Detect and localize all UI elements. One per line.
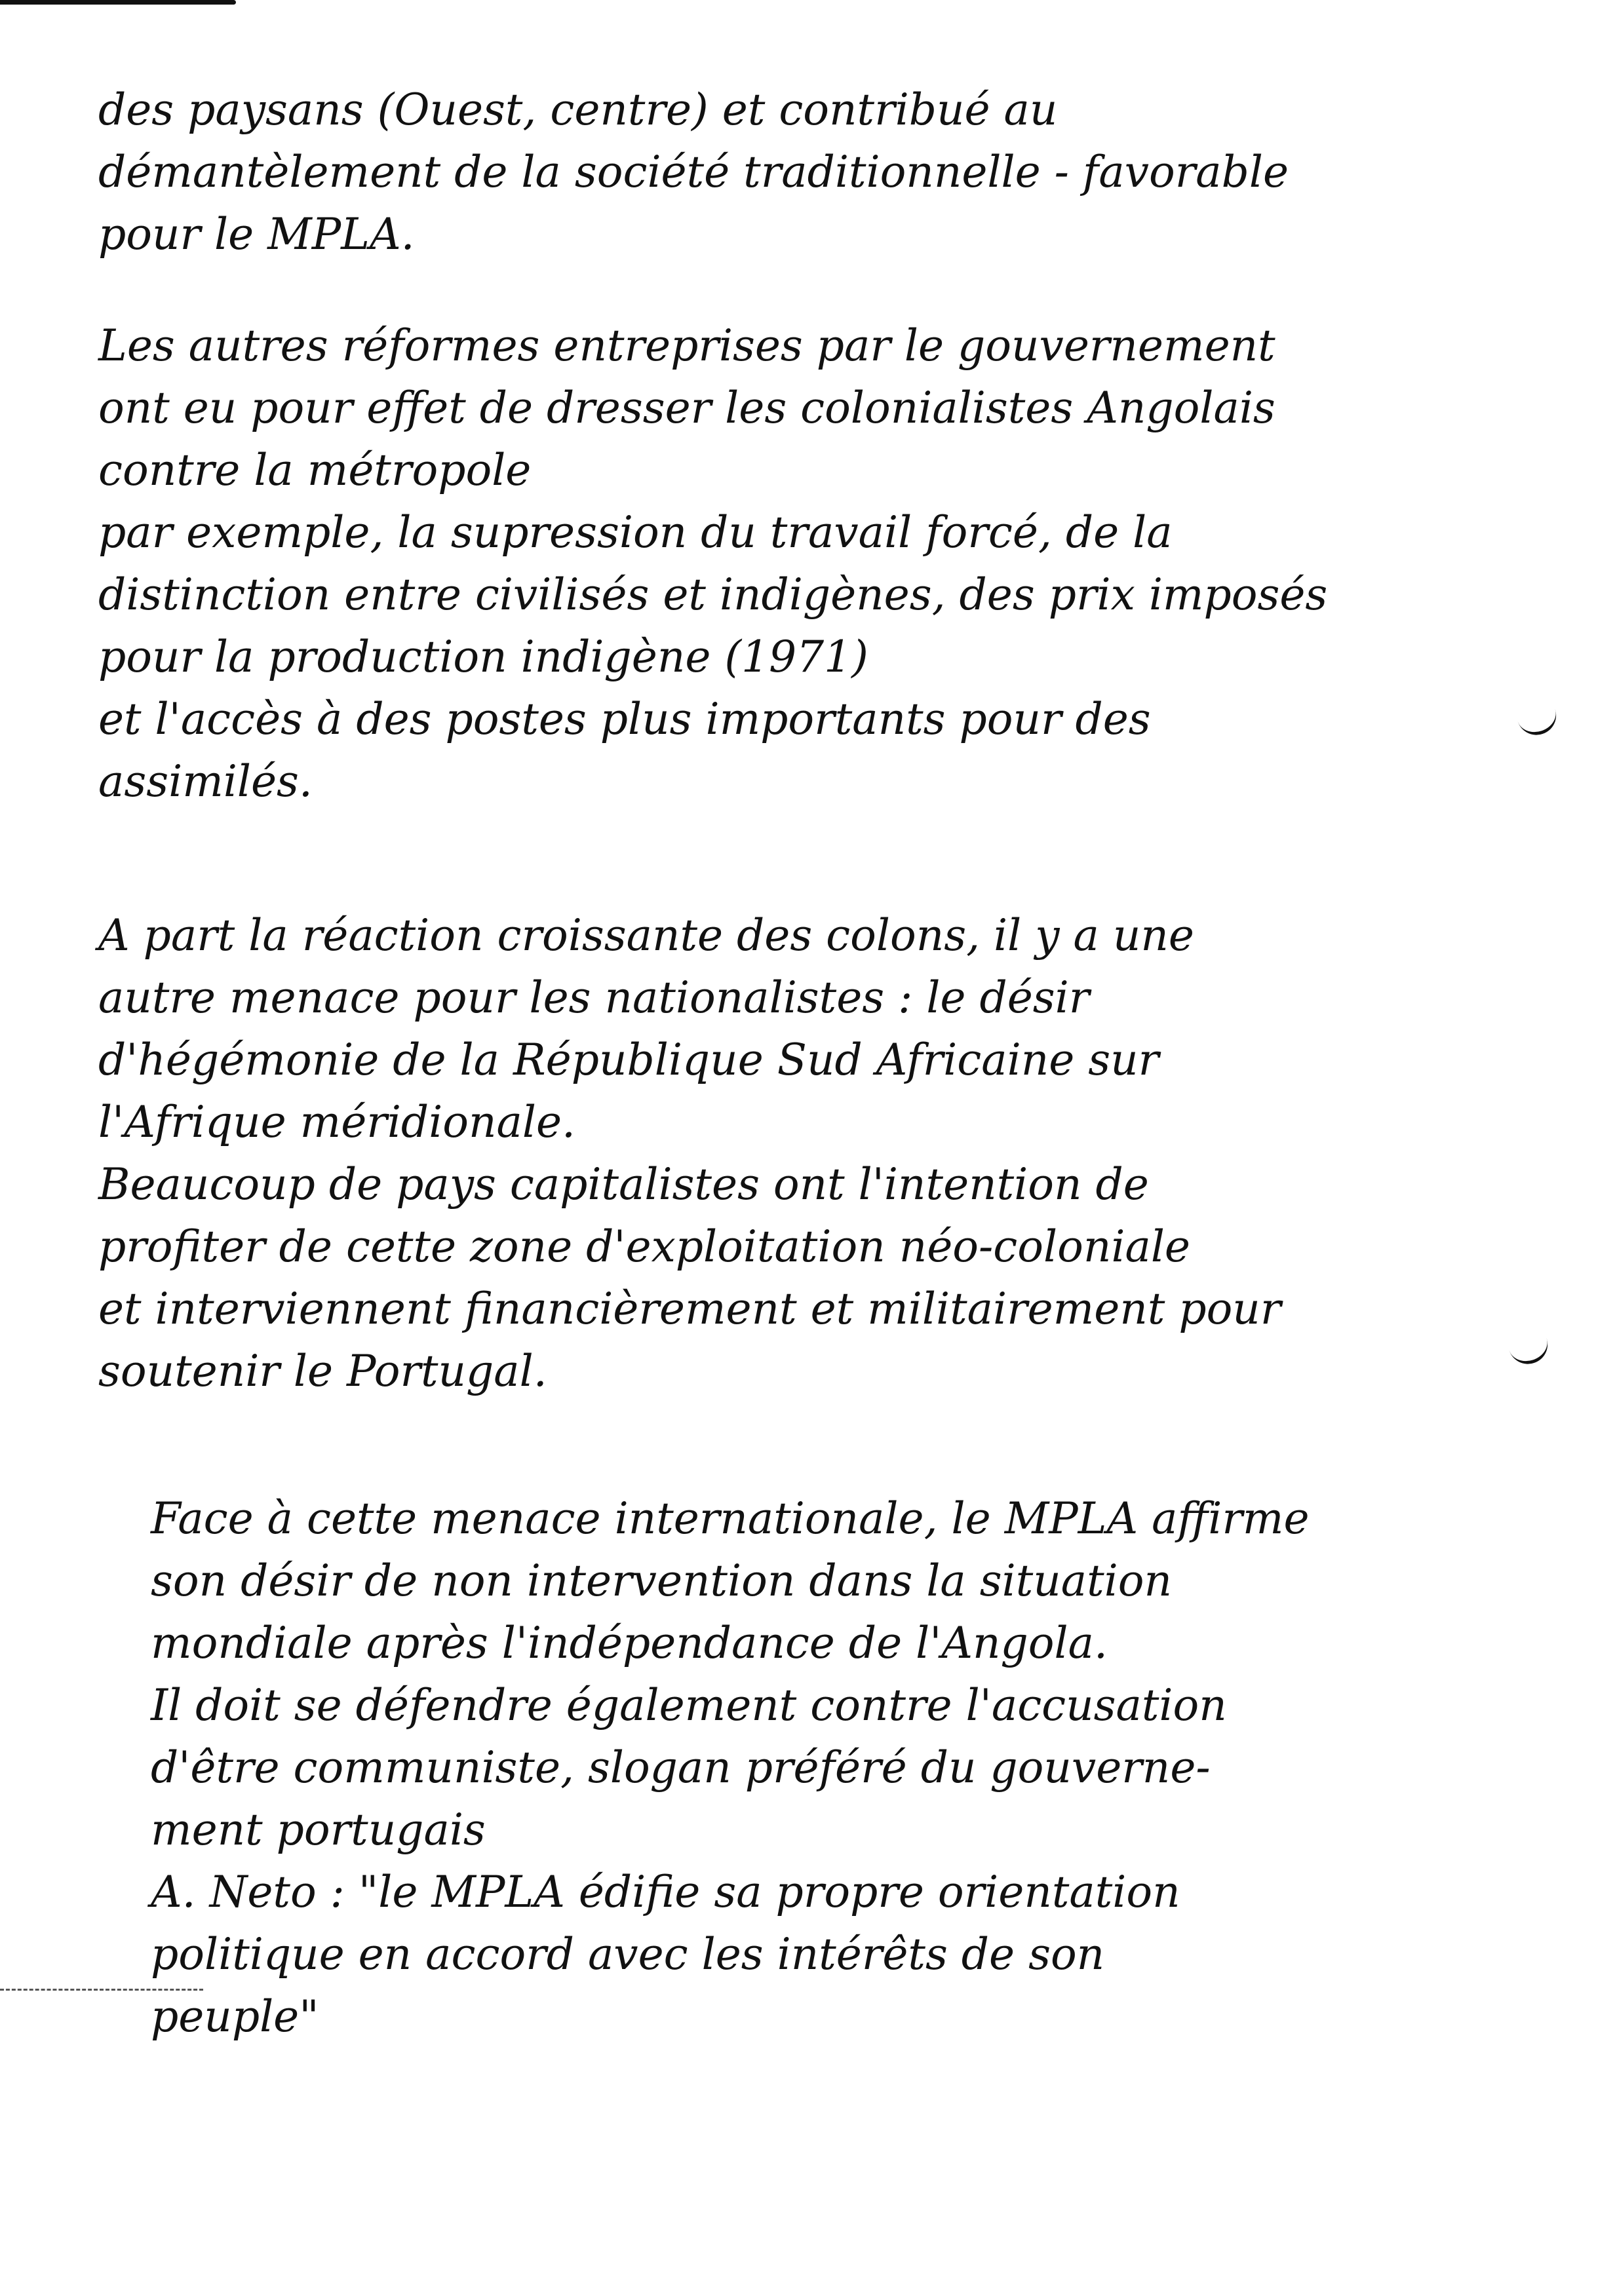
text-line: peuple" (151, 1991, 319, 2042)
paragraph-4 (151, 1487, 1560, 2048)
text-line: et interviennent financièrement et militairement pour (98, 1284, 1281, 1334)
text-line: Beaucoup de pays capitalistes ont l'intention de (98, 1159, 1149, 1210)
text-line: politique en accord avec les intérêts de son (151, 1929, 1105, 1980)
text-line: A. Neto : "le MPLA édifie sa propre orientation (151, 1867, 1180, 1917)
text-line: Face à cette menace internationale, le MPLA affirme (151, 1493, 1310, 1544)
text-line: distinction entre civilisés et indigènes, des prix imposés (98, 569, 1328, 620)
text-line: démantèlement de la société traditionnelle - favorable (98, 147, 1289, 197)
text-line: ont eu pour effet de dresser les colonialistes Angolais (98, 383, 1275, 433)
text-line: pour le MPLA. (98, 209, 415, 259)
text-line: soutenir le Portugal. (98, 1346, 547, 1396)
paragraph-3 (98, 904, 1560, 1402)
text-line: assimilés. (98, 756, 313, 807)
bottom-dotted-rule (0, 1989, 203, 1991)
text-line: par exemple, la supression du travail forcé, de la (98, 507, 1173, 558)
text-line: ment portugais (151, 1805, 486, 1855)
text-line: Les autres réformes entreprises par le gouvernement (98, 320, 1275, 371)
text-line: contre la métropole (98, 445, 532, 495)
text-line: des paysans (Ouest, centre) et contribué au (98, 85, 1058, 135)
text-line: l'Afrique méridionale. (98, 1097, 576, 1147)
handwritten-text (98, 79, 1560, 2048)
text-line: pour la production indigène (1971) (98, 632, 868, 682)
text-line: d'hégémonie de la République Sud Africaine sur (98, 1035, 1159, 1085)
text-line: profiter de cette zone d'exploitation néo-coloniale (98, 1221, 1190, 1272)
text-line: d'être communiste, slogan préféré du gouverne- (151, 1742, 1211, 1793)
text-line: autre menace pour les nationalistes : le désir (98, 972, 1090, 1023)
paragraph-2 (98, 315, 1560, 813)
paragraph-1 (98, 79, 1560, 265)
text-line: et l'accès à des postes plus importants pour des (98, 694, 1151, 744)
text-line: Il doit se défendre également contre l'accusation (151, 1680, 1227, 1731)
text-line: son désir de non intervention dans la situation (151, 1556, 1172, 1606)
text-line: mondiale après l'indépendance de l'Angola. (151, 1618, 1108, 1668)
text-line: A part la réaction croissante des colons, il y a une (98, 910, 1194, 961)
top-edge-mark (0, 0, 236, 5)
